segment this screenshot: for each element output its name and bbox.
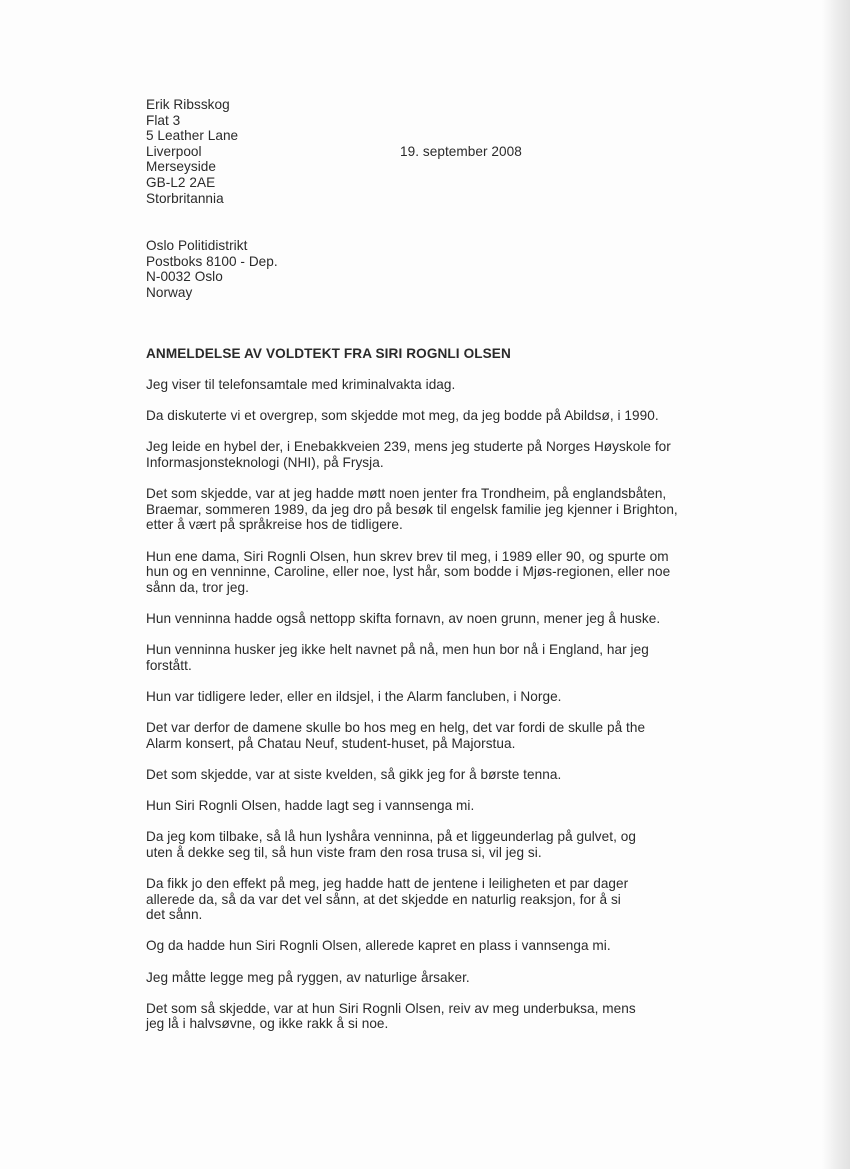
paragraph-line: Jeg måtte legge meg på ryggen, av naturlige årsaker. bbox=[146, 969, 470, 985]
paragraph-line: Hun ene dama, Siri Rognli Olsen, hun skrev brev til meg, i 1989 eller 90, og spurte om bbox=[146, 548, 669, 564]
paragraph-line: Da fikk jo den effekt på meg, jeg hadde hatt de jentene i leiligheten et par dager bbox=[146, 876, 629, 891]
body-paragraph bbox=[146, 642, 706, 673]
body-paragraph bbox=[146, 549, 706, 596]
paragraph-line: Da diskuterte vi et overgrep, som skjedde mot meg, da jeg bodde på Abildsø, i 1990. bbox=[146, 408, 659, 424]
body-paragraph bbox=[146, 720, 706, 751]
body-paragraph bbox=[146, 970, 706, 986]
paragraph-line: Hun venninna husker jeg ikke helt navnet på nå, men hun bor nå i England, har jeg bbox=[146, 642, 649, 658]
body-paragraph bbox=[146, 408, 706, 424]
paragraph-line: Og da hadde hun Siri Rognli Olsen, allerede kapret en plass i vannsenga mi. bbox=[146, 938, 611, 954]
sender-line: Liverpool bbox=[146, 143, 202, 159]
recipient-line: Oslo Politidistrikt bbox=[146, 238, 248, 253]
recipient-address bbox=[146, 238, 278, 300]
paragraph-line: Det var derfor de damene skulle bo hos meg en helg, det var fordi de skulle på the bbox=[146, 720, 646, 736]
body-paragraph bbox=[146, 767, 706, 783]
sender-line: GB-L2 2AE bbox=[146, 174, 216, 190]
paragraph-line: Hun venninna hadde også nettopp skifta fornavn, av noen grunn, mener jeg å huske. bbox=[146, 610, 661, 626]
paragraph-line: Jeg leide en hybel der, i Enebakkveien 239, mens jeg studerte på Norges Høyskole for bbox=[146, 439, 671, 455]
body-paragraph bbox=[146, 611, 706, 627]
paragraph-line: jeg lå i halvsøvne, og ikke rakk å si noe. bbox=[146, 1016, 389, 1032]
letter-date: 19. september 2008 bbox=[400, 144, 522, 159]
paragraph-line: Hun Siri Rognli Olsen, hadde lagt seg i vannsenga mi. bbox=[146, 798, 475, 814]
paragraph-line: Det som skjedde, var at siste kvelden, så gikk jeg for å børste tenna. bbox=[146, 766, 562, 782]
sender-address bbox=[146, 97, 238, 206]
body-paragraph bbox=[146, 377, 706, 393]
paragraph-line: Det som skjedde, var at jeg hadde møtt noen jenter fra Trondheim, på englandsbåten, bbox=[146, 486, 667, 502]
paragraph-line: uten å dekke seg til, så hun viste fram den rosa trusa si, vil jeg si. bbox=[146, 844, 542, 860]
recipient-line: Norway bbox=[146, 284, 193, 300]
paragraph-line: Braemar, sommeren 1989, da jeg dro på besøk til engelsk familie jeg kjenner i Brighton, bbox=[146, 501, 678, 517]
recipient-line: Postboks 8100 - Dep. bbox=[146, 253, 278, 269]
body-paragraph bbox=[146, 486, 706, 533]
body-paragraph bbox=[146, 439, 706, 470]
sender-line: 5 Leather Lane bbox=[146, 128, 239, 144]
page-edge-shadow bbox=[822, 0, 850, 1169]
paragraph-line: Alarm konsert, på Chatau Neuf, student-huset, på Majorstua. bbox=[146, 735, 516, 751]
sender-line: Erik Ribsskog bbox=[146, 97, 230, 112]
body-paragraph bbox=[146, 938, 706, 954]
paragraph-line: Hun var tidligere leder, eller en ildsjel, i the Alarm fancluben, i Norge. bbox=[146, 688, 562, 704]
sender-line: Merseyside bbox=[146, 159, 217, 175]
recipient-line: N-0032 Oslo bbox=[146, 269, 223, 285]
body-paragraph bbox=[146, 798, 706, 814]
paragraph-line: allerede da, så da var det vel sånn, at det skjedde en naturlig reaksjon, for å si bbox=[146, 891, 621, 907]
body-paragraph bbox=[146, 876, 706, 923]
paragraph-line: etter å vært på språkreise hos de tidligere. bbox=[146, 517, 403, 533]
paragraph-line: forstått. bbox=[146, 657, 192, 673]
body-paragraph bbox=[146, 689, 706, 705]
paragraph-line: Informasjonsteknologi (NHI), på Frysja. bbox=[146, 454, 384, 470]
body-paragraph bbox=[146, 1001, 706, 1032]
paragraph-line: Jeg viser til telefonsamtale med kriminalvakta idag. bbox=[146, 377, 456, 392]
paragraph-line: det sånn. bbox=[146, 907, 203, 923]
sender-line: Flat 3 bbox=[146, 112, 181, 128]
paragraph-line: hun og en venninne, Caroline, eller noe, lyst hår, som bodde i Mjøs-regionen, eller noe bbox=[146, 564, 671, 580]
letter-title: ANMELDELSE AV VOLDTEKT FRA SIRI ROGNLI OLSEN bbox=[146, 346, 511, 361]
paragraph-line: Da jeg kom tilbake, så lå hun lyshåra venninna, på et liggeunderlag på gulvet, og bbox=[146, 829, 636, 845]
sender-line: Storbritannia bbox=[146, 190, 224, 206]
letter-body bbox=[146, 377, 706, 1048]
paragraph-line: sånn da, tror jeg. bbox=[146, 579, 249, 595]
body-paragraph bbox=[146, 829, 706, 860]
paragraph-line: Det som så skjedde, var at hun Siri Rognli Olsen, reiv av meg underbuksa, mens bbox=[146, 1000, 636, 1016]
